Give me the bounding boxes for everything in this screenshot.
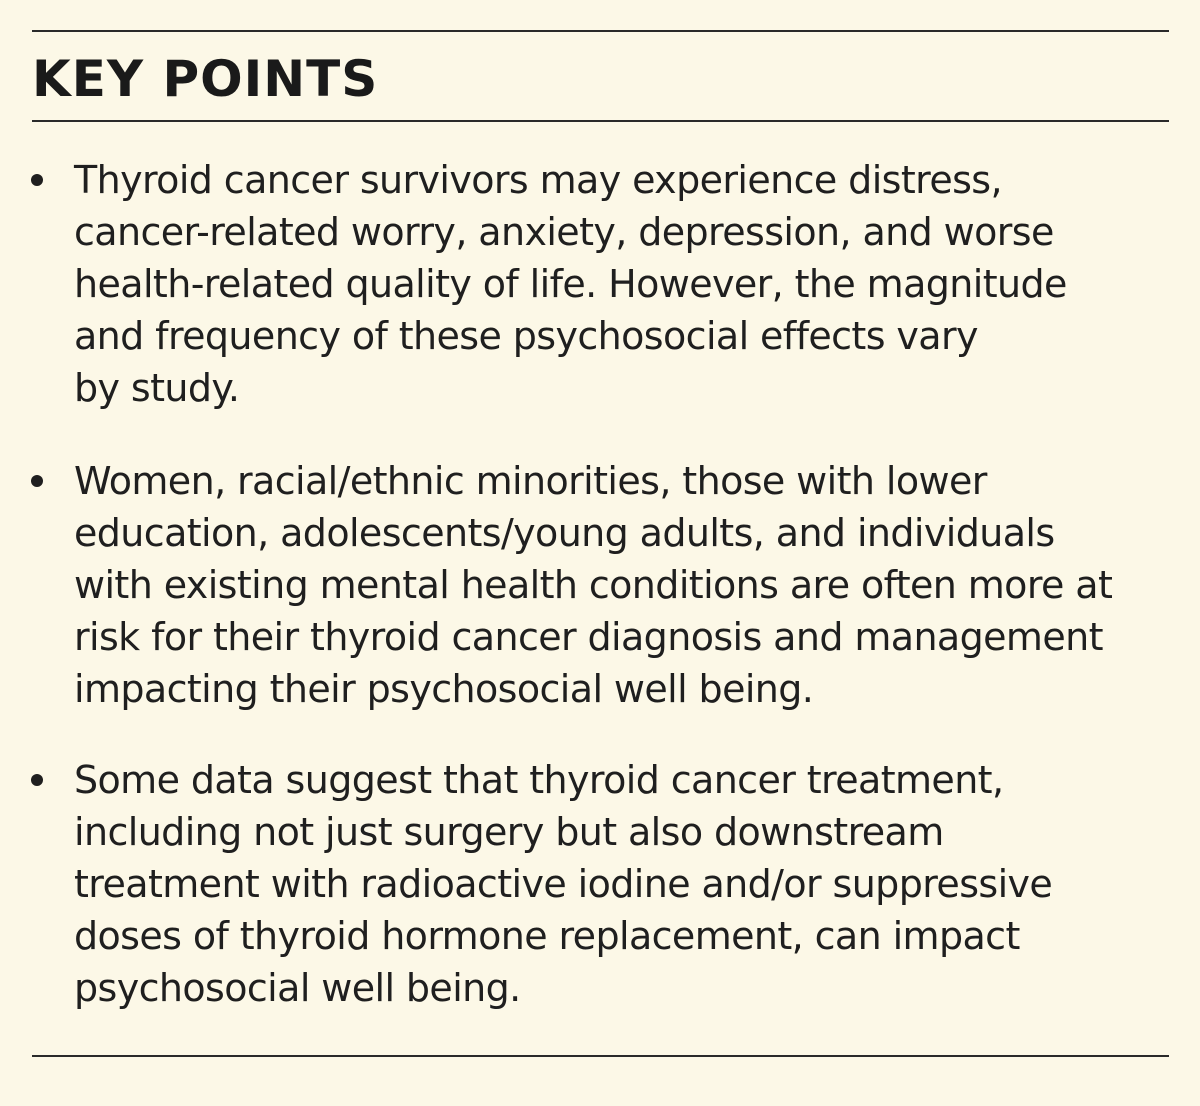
text-line: health-related quality of life. However, the magnitude: [74, 262, 1067, 306]
text-line: cancer-related worry, anxiety, depression, and worse: [74, 210, 1054, 254]
text-line: including not just surgery but also downstream: [74, 810, 944, 854]
bullet-icon: [31, 774, 43, 786]
key-point-3: [74, 754, 1184, 1014]
key-point-1: [74, 154, 1184, 414]
text-line: doses of thyroid hormone replacement, can impact: [74, 914, 1020, 958]
text-line: Thyroid cancer survivors may experience distress,: [74, 158, 1002, 202]
bullet-icon: [31, 475, 43, 487]
bullet-icon: [31, 174, 43, 186]
text-line: Women, racial/ethnic minorities, those with lower: [74, 459, 987, 503]
text-line: with existing mental health conditions are often more at: [74, 563, 1113, 607]
text-line: and frequency of these psychosocial effects vary: [74, 314, 978, 358]
text-line: impacting their psychosocial well being.: [74, 667, 814, 711]
text-line: psychosocial well being.: [74, 966, 521, 1010]
top-rule: [32, 30, 1169, 32]
bottom-rule: [32, 1055, 1169, 1057]
text-line: education, adolescents/young adults, and individuals: [74, 511, 1055, 555]
text-line: by study.: [74, 366, 240, 410]
key-point-2: [74, 455, 1184, 715]
text-line: Some data suggest that thyroid cancer treatment,: [74, 758, 1004, 802]
key-points-heading: KEY POINTS: [32, 50, 379, 108]
text-line: treatment with radioactive iodine and/or suppressive: [74, 862, 1053, 906]
heading-rule: [32, 120, 1169, 122]
text-line: risk for their thyroid cancer diagnosis and management: [74, 615, 1103, 659]
